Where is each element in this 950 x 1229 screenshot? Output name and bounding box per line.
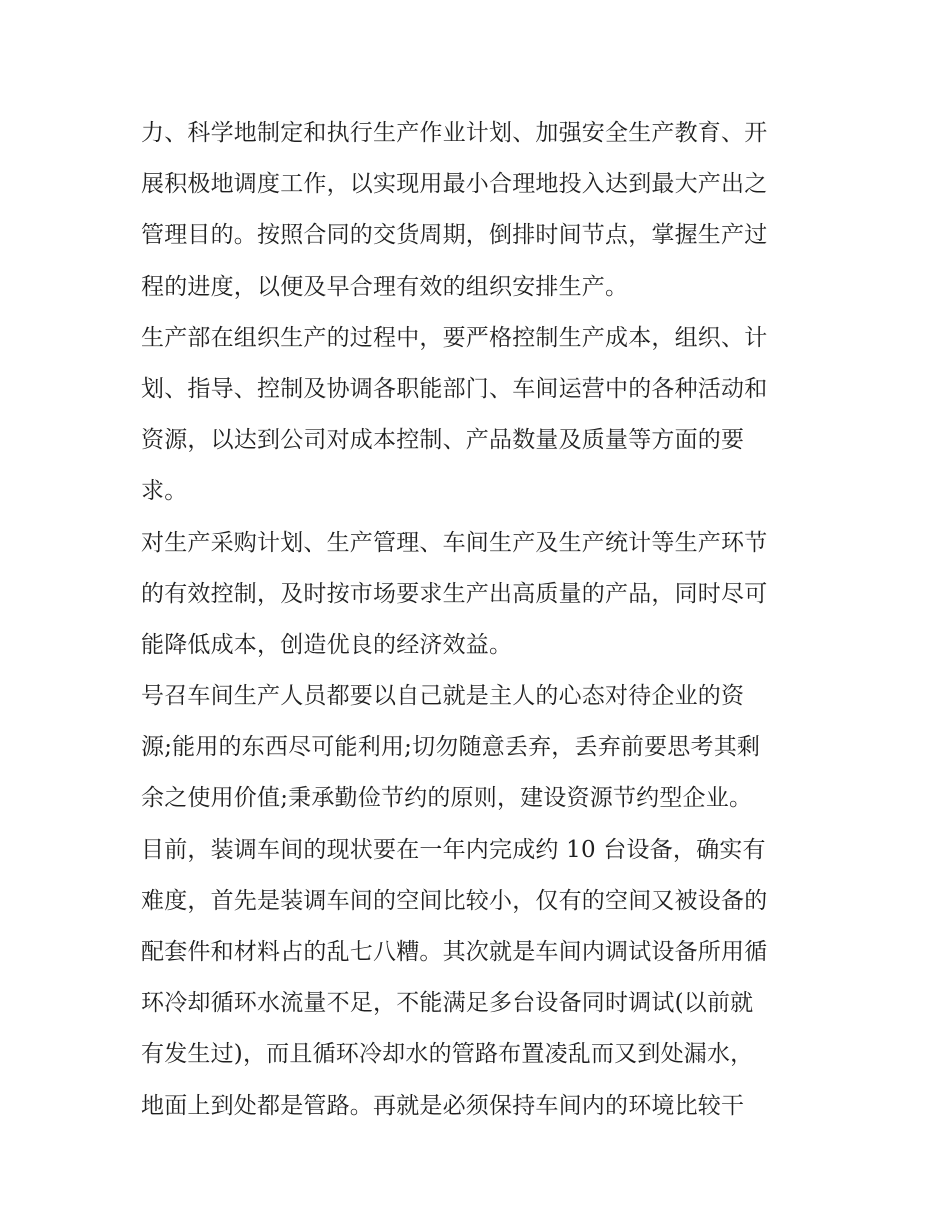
- text-line: 划、指导、控制及协调各职能部门、车间运营中的各种活动和: [141, 375, 768, 402]
- text-line: 配套件和材料占的乱七八糟。其次就是车间内调试设备所用循: [141, 939, 768, 965]
- text-line: 余之使用价值;秉承勤俭节约的原则，建设资源节约型企业。: [141, 785, 753, 812]
- text-line: 求。: [141, 478, 188, 505]
- document-body: [141, 108, 813, 1132]
- text-line: 能降低成本，创造优良的经济效益。: [141, 631, 513, 658]
- text-line: 难度，首先是装调车间的空间比较小，仅有的空间又被设备的: [141, 887, 768, 914]
- text-line: 力、科学地制定和执行生产作业计划、加强安全生产教育、开: [141, 120, 768, 146]
- text-line: 对生产采购计划、生产管理、车间生产及生产统计等生产环节: [141, 529, 768, 556]
- text-line: 目前，装调车间的现状要在一年内完成约 10 台设备，确实有: [141, 836, 766, 863]
- text-line: 管理目的。按照合同的交货周期，倒排时间节点，掌握生产过: [141, 222, 768, 249]
- text-line: 展积极地调度工作，以实现用最小合理地投入达到最大产出之: [141, 171, 768, 198]
- text-line: 有发生过)，而且循环冷却水的管路布置凌乱而又到处漏水，: [141, 1041, 754, 1068]
- text-line: 资源，以达到公司对成本控制、产品数量及质量等方面的要: [141, 427, 745, 454]
- text-line: 生产部在组织生产的过程中，要严格控制生产成本，组织、计: [141, 324, 768, 351]
- text-line: 号召车间生产人员都要以自己就是主人的心态对待企业的资: [141, 683, 745, 710]
- text-line: 程的进度，以便及早合理有效的组织安排生产。: [141, 273, 629, 300]
- text-line: 的有效控制，及时按市场要求生产出高质量的产品，同时尽可: [141, 580, 768, 607]
- text-line: 环冷却循环水流量不足，不能满足多台设备同时调试(以前就: [141, 990, 754, 1017]
- text-line: 源;能用的东西尽可能利用;切勿随意丢弃，丢弃前要思考其剩: [141, 734, 761, 761]
- text-line: 地面上到处都是管路。再就是必须保持车间内的环境比较干: [141, 1092, 745, 1119]
